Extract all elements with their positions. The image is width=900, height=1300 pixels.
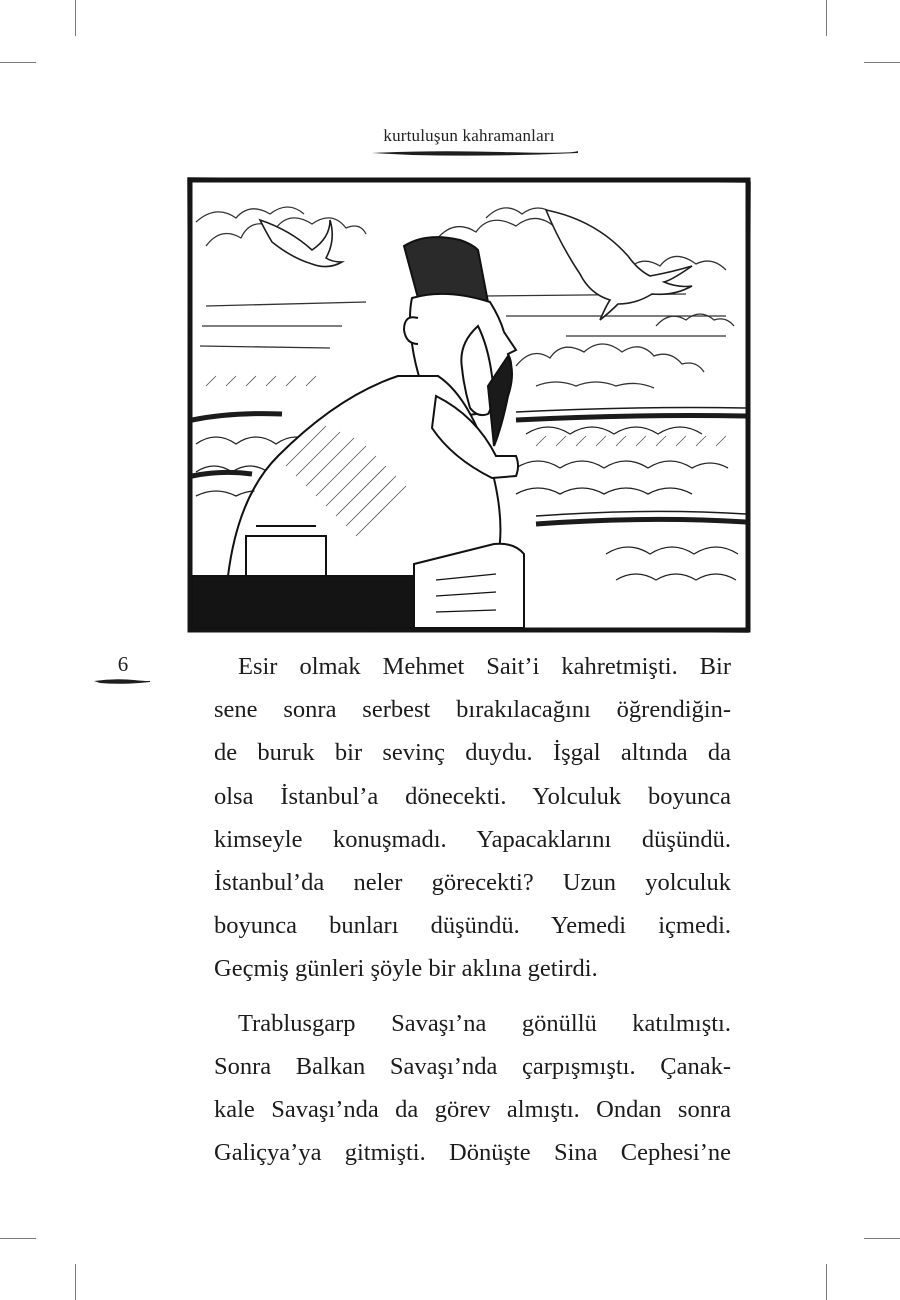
text-line: Trablusgarp Savaşı’na gönüllü katılmıştı. xyxy=(238,1009,731,1037)
page-number: 6 xyxy=(117,652,129,676)
crop-mark xyxy=(75,1264,76,1300)
text-line: sene sonra serbest bırakılacağını öğrendiğin- xyxy=(214,696,731,724)
text-line: olsa İstanbul’a dönecekti. Yolculuk boyunca xyxy=(214,782,731,810)
body-text xyxy=(214,645,731,1174)
crop-mark xyxy=(864,1238,900,1239)
crop-mark xyxy=(826,1264,827,1300)
text-line: Esir olmak Mehmet Sait’i kahretmişti. Bir xyxy=(238,653,731,680)
text-line: Geçmiş günleri şöyle bir aklına getirdi. xyxy=(214,955,598,983)
crop-mark xyxy=(75,0,76,36)
text-line: kale Savaşı’nda da görev almıştı. Ondan sonra xyxy=(214,1096,731,1124)
page-number-rule xyxy=(94,676,150,686)
illustration xyxy=(186,176,752,634)
paragraph xyxy=(214,1002,731,1175)
text-line: de buruk bir sevinç duydu. İşgal altında da xyxy=(214,739,731,767)
running-head: kurtuluşun kahramanları xyxy=(383,126,555,145)
crop-mark xyxy=(826,0,827,36)
crop-mark xyxy=(0,62,36,63)
text-line: Galiçya’ya gitmişti. Dönüşte Sina Cephesi’ne xyxy=(214,1139,731,1167)
running-head-rule xyxy=(372,148,578,158)
paragraph xyxy=(214,645,731,991)
text-line: İstanbul’da neler görecekti? Uzun yolculuk xyxy=(214,869,731,897)
text-line: boyunca bunları düşündü. Yemedi içmedi. xyxy=(214,912,731,940)
crop-mark xyxy=(864,62,900,63)
crop-mark xyxy=(0,1238,36,1239)
text-line: Sonra Balkan Savaşı’nda çarpışmıştı. Çanak- xyxy=(214,1052,731,1080)
text-line: kimseyle konuşmadı. Yapacaklarını düşündü. xyxy=(214,825,731,853)
